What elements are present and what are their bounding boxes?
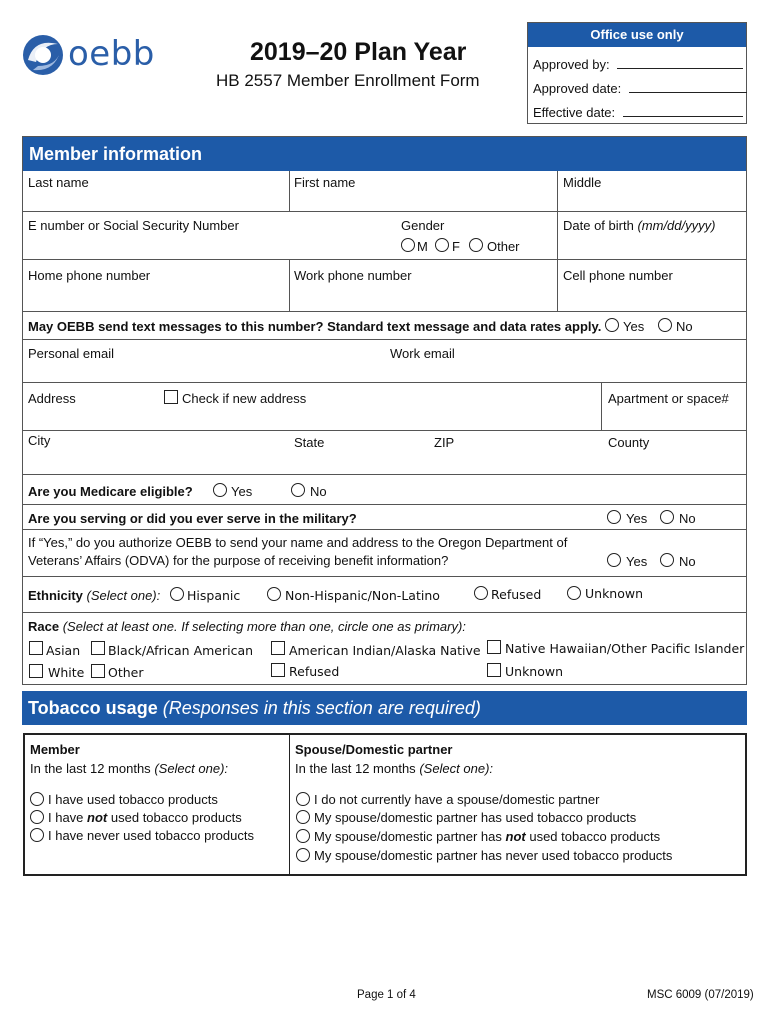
work-phone-label: Work phone number [294,268,412,283]
odva-line1: If “Yes,” do you authorize OEBB to send your name and address to the Oregon Department of [28,535,568,550]
race-white-label: White [48,665,85,680]
race-asian-label: Asian [46,643,81,658]
tobacco-member-sub-hint: (Select one): [154,761,229,776]
race-hint: (Select at least one. If selecting more than one, circle one as primary): [62,619,466,634]
military-yes-radio[interactable] [607,510,621,524]
race-black-label: Black/African American [108,643,254,658]
military-question: Are you serving or did you ever serve in the military? [28,511,357,526]
odva-yes-radio[interactable] [607,553,621,567]
ethnicity-hint: (Select one): [86,588,161,603]
last-name-label: Last name [28,175,89,190]
odva-no-radio[interactable] [660,553,674,567]
ethnicity-label [28,588,160,603]
oebb-logo [20,32,170,82]
tobacco-spouse-sub-text: In the last 12 months [295,761,416,776]
odva-no-label: No [679,554,696,569]
race-other-checkbox[interactable] [91,664,105,678]
member-used-tobacco-label: I have used tobacco products [48,792,218,807]
member-used-tobacco-radio[interactable] [30,792,44,806]
text-yes-label: Yes [623,319,645,334]
zip-field[interactable] [429,431,601,474]
medicare-yes-label: Yes [231,484,253,499]
approved-date-field[interactable] [629,82,747,93]
gender-f-radio[interactable] [435,238,449,252]
approved-date-label: Approved date: [533,81,622,96]
gender-m-radio[interactable] [401,238,415,252]
spouse-used-tobacco-label: My spouse/domestic partner has used tobacco products [314,810,637,825]
member-opt2-b: not [87,810,108,825]
cell-phone-label: Cell phone number [563,268,673,283]
member-opt2-c: used tobacco products [110,810,242,825]
text-yes-radio[interactable] [605,318,619,332]
military-no-label: No [679,511,696,526]
dob-text: Date of birth [563,218,634,233]
medicare-yes-radio[interactable] [213,483,227,497]
race-unknown-checkbox[interactable] [487,663,501,677]
tobacco-title: Tobacco usage [28,698,158,718]
work-email-label: Work email [390,346,455,361]
home-phone-label: Home phone number [28,268,151,283]
gender-f-label: F [452,239,460,254]
member-never-used-tobacco-label: I have never used tobacco products [48,828,254,843]
logo-text: oebb [68,34,155,74]
military-yes-label: Yes [626,511,648,526]
race-label [28,619,466,634]
member-not-used-tobacco-label [48,810,242,825]
member-opt2-a: I have [48,810,84,825]
ethnicity-hispanic-label: Hispanic [187,588,241,603]
effective-date-field[interactable] [623,106,743,117]
military-no-radio[interactable] [660,510,674,524]
odva-yes-label: Yes [626,554,648,569]
spouse-used-tobacco-radio[interactable] [296,810,310,824]
member-info-header: Member information [23,137,746,171]
personal-email-field[interactable] [23,340,385,382]
spouse-never-used-tobacco-label: My spouse/domestic partner has never used tobacco products [314,848,673,863]
race-native-hawaiian-label: Native Hawaiian/Other Pacific Islander [505,641,745,656]
oebb-logo-icon [20,32,66,78]
ethnicity-non-hispanic-radio[interactable] [267,587,281,601]
member-not-used-tobacco-radio[interactable] [30,810,44,824]
enumber-field[interactable] [23,212,389,259]
page-subtitle: HB 2557 Member Enrollment Form [216,71,480,90]
spouse-none-label: I do not currently have a spouse/domestic partner [314,792,600,807]
effective-date-label: Effective date: [533,105,616,120]
ethnicity-unknown-radio[interactable] [567,586,581,600]
tobacco-member-sub [30,761,228,776]
dob-field[interactable] [557,212,746,259]
approved-by-label: Approved by: [533,57,610,72]
tobacco-header [22,691,747,725]
zip-label: ZIP [434,435,455,450]
cell-phone-field[interactable] [557,260,746,311]
medicare-question: Are you Medicare eligible? [28,484,193,499]
tobacco-spouse-heading: Spouse/Domestic partner [295,742,453,757]
work-email-field[interactable] [385,340,746,382]
ethnicity-title: Ethnicity [28,588,83,603]
gender-label: Gender [401,218,445,233]
new-address-label: Check if new address [182,391,307,406]
city-label: City [28,433,51,448]
medicare-no-radio[interactable] [291,483,305,497]
tobacco-spouse-sub-hint: (Select one): [419,761,494,776]
home-phone-field[interactable] [23,260,289,311]
personal-email-label: Personal email [28,346,114,361]
race-refused-checkbox[interactable] [271,663,285,677]
first-name-label: First name [294,175,356,190]
dob-format: (mm/dd/yyyy) [637,218,716,233]
race-other-label: Other [108,665,144,680]
race-unknown-label: Unknown [505,664,564,679]
page-title: 2019–20 Plan Year [250,38,467,66]
office-use-box [527,22,747,124]
last-name-field[interactable] [23,171,289,211]
gender-m-label: M [417,239,428,254]
approved-by-field[interactable] [617,58,743,69]
tobacco-hint: (Responses in this section are required) [162,698,481,718]
race-native-hawaiian-checkbox[interactable] [487,640,501,654]
race-title: Race [28,619,60,634]
spouse-opt3-b: not [505,829,526,844]
form-id: MSC 6009 (07/2019) [647,989,754,1001]
spouse-not-used-tobacco-radio[interactable] [296,829,310,843]
gender-other-radio[interactable] [469,238,483,252]
race-american-indian-label: American Indian/Alaska Native [289,643,481,658]
spouse-never-used-tobacco-radio[interactable] [296,848,310,862]
odva-line2: Veterans’ Affairs (ODVA) for the purpose of receiving benefit information? [28,553,449,568]
state-label: State [294,435,325,450]
text-question: May OEBB send text messages to this number? Standard text message and data rates apply. [28,319,602,334]
apartment-label: Apartment or space# [608,391,729,406]
new-address-checkbox[interactable] [164,390,178,404]
text-no-radio[interactable] [658,318,672,332]
ethnicity-non-hispanic-label: Non-Hispanic/Non-Latino [285,588,440,603]
gender-other-label: Other [487,239,520,254]
spouse-opt3-a: My spouse/domestic partner has [314,829,502,844]
first-name-field[interactable] [289,171,557,211]
address-field[interactable] [23,410,600,430]
race-white-checkbox[interactable] [29,664,43,678]
state-field[interactable] [289,431,429,474]
middle-field[interactable] [557,171,746,211]
tobacco-member-sub-text: In the last 12 months [30,761,151,776]
spouse-none-radio[interactable] [296,792,310,806]
ethnicity-hispanic-radio[interactable] [170,587,184,601]
spouse-opt3-c: used tobacco products [529,829,661,844]
page-number: Page 1 of 4 [357,989,416,1001]
ethnicity-unknown-label: Unknown [585,586,644,601]
race-black-checkbox[interactable] [91,641,105,655]
medicare-no-label: No [310,484,327,499]
tobacco-spouse-sub [295,761,493,776]
apartment-field[interactable] [602,383,746,430]
race-asian-checkbox[interactable] [29,641,43,655]
enumber-label: E number or Social Security Number [28,218,239,233]
spouse-not-used-tobacco-label [314,829,660,844]
tobacco-member-heading: Member [30,742,80,757]
middle-label: Middle [563,175,602,190]
city-field[interactable] [23,431,289,474]
member-never-used-tobacco-radio[interactable] [30,828,44,842]
ethnicity-refused-label: Refused [491,587,542,602]
county-field[interactable] [602,431,746,474]
county-label: County [608,435,650,450]
race-american-indian-checkbox[interactable] [271,641,285,655]
text-no-label: No [676,319,693,334]
address-label: Address [28,391,76,406]
work-phone-field[interactable] [289,260,557,311]
approved-date-row [533,81,747,96]
race-refused-label: Refused [289,664,340,679]
ethnicity-refused-radio[interactable] [474,586,488,600]
effective-date-row [533,105,743,120]
office-use-title: Office use only [528,23,746,47]
approved-by-row [533,57,743,72]
